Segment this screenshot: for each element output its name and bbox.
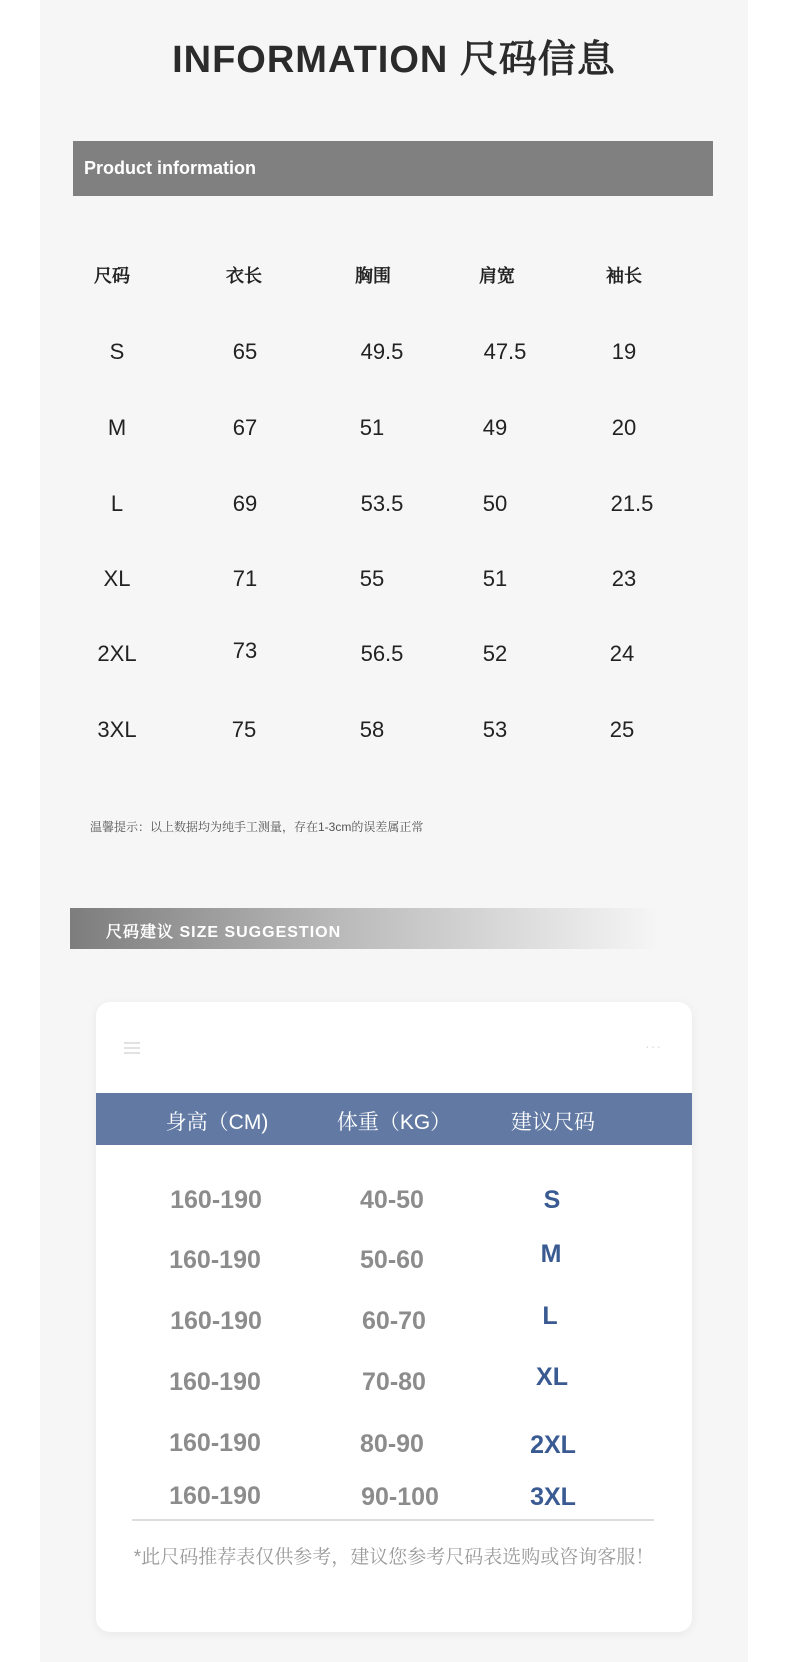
size-suggestion-label: 尺码建议 SIZE SUGGESTION: [106, 924, 342, 941]
table-cell: L: [110, 491, 124, 516]
suggestion-cell-weight: 90-100: [361, 1483, 439, 1511]
suggestion-cell-height: 160-190: [169, 1368, 261, 1396]
list-icon: [124, 1042, 140, 1056]
table-cell: 2XL: [97, 641, 137, 666]
table-cell: M: [107, 415, 127, 440]
page-title: INFORMATION 尺码信息: [172, 39, 616, 81]
more-dots-icon: ···: [645, 1038, 662, 1054]
suggestion-cell-height: 160-190: [170, 1186, 262, 1214]
suggestion-cell-height: 160-190: [169, 1246, 261, 1274]
table-cell: 65: [232, 339, 258, 364]
table-cell: 50: [482, 491, 508, 516]
table-cell: 21.5: [610, 491, 654, 516]
col-header-suggested-size: 建议尺码: [511, 1111, 595, 1134]
suggestion-cell-size: M: [540, 1240, 562, 1268]
table-cell: 51: [359, 415, 385, 440]
suggestion-cell-size: 2XL: [530, 1431, 576, 1459]
table-cell: 56.5: [360, 641, 404, 666]
suggestion-cell-height: 160-190: [169, 1482, 261, 1510]
table-cell: 25: [609, 717, 635, 742]
table-cell: 49.5: [360, 339, 404, 364]
table-cell: 3XL: [97, 717, 137, 742]
table-cell: 53.5: [360, 491, 404, 516]
size-suggestion-card: [96, 1002, 692, 1632]
table-cell: 71: [232, 566, 258, 591]
size-info-page: [40, 0, 748, 1662]
product-info-label: Product information: [84, 158, 256, 178]
table-cell: 73: [232, 638, 258, 663]
col-header-length: 衣长: [226, 266, 262, 286]
suggestion-cell-height: 160-190: [169, 1429, 261, 1457]
table-cell: 51: [482, 566, 508, 591]
table-cell: 19: [611, 339, 637, 364]
table-cell: 58: [359, 717, 385, 742]
table-cell: S: [109, 339, 125, 364]
table-cell: 20: [611, 415, 637, 440]
table-cell: XL: [103, 566, 131, 591]
table-cell: 49: [482, 415, 508, 440]
measurement-note: 温馨提示：以上数据均为纯手工测量，存在1-3cm的误差属正常: [90, 820, 424, 834]
table-cell: 67: [232, 415, 258, 440]
suggestion-cell-size: S: [543, 1186, 561, 1214]
suggestion-cell-weight: 80-90: [360, 1430, 424, 1458]
col-header-sleeve: 袖长: [606, 266, 642, 286]
suggestion-cell-size: XL: [536, 1363, 568, 1391]
suggestion-cell-weight: 70-80: [362, 1368, 426, 1396]
col-header-height: 身高（CM): [165, 1111, 269, 1134]
suggestion-cell-height: 160-190: [170, 1307, 262, 1335]
table-cell: 24: [609, 641, 635, 666]
table-cell: 69: [232, 491, 258, 516]
suggestion-cell-weight: 50-60: [360, 1246, 424, 1274]
suggestion-cell-size: L: [542, 1302, 558, 1330]
suggestion-note: *此尺码推荐表仅供参考，建议您参考尺码表选购或咨询客服！: [133, 1547, 655, 1568]
product-info-bar: [73, 141, 713, 196]
table-cell: 75: [231, 717, 257, 742]
table-cell: 47.5: [483, 339, 527, 364]
table-cell: 52: [482, 641, 508, 666]
col-header-chest: 胸围: [355, 266, 391, 286]
col-header-weight: 体重（KG）: [336, 1111, 452, 1134]
size-suggestion-bar: [70, 908, 660, 949]
col-header-shoulder: 肩宽: [479, 266, 515, 286]
table-cell: 23: [611, 566, 637, 591]
table-cell: 55: [359, 566, 385, 591]
col-header-size: 尺码: [94, 266, 130, 286]
card-divider: [132, 1519, 654, 1521]
table-cell: 53: [482, 717, 508, 742]
suggestion-cell-size: 3XL: [530, 1483, 576, 1511]
suggestion-header: [96, 1093, 692, 1145]
suggestion-cell-weight: 60-70: [362, 1307, 426, 1335]
suggestion-cell-weight: 40-50: [360, 1186, 424, 1214]
